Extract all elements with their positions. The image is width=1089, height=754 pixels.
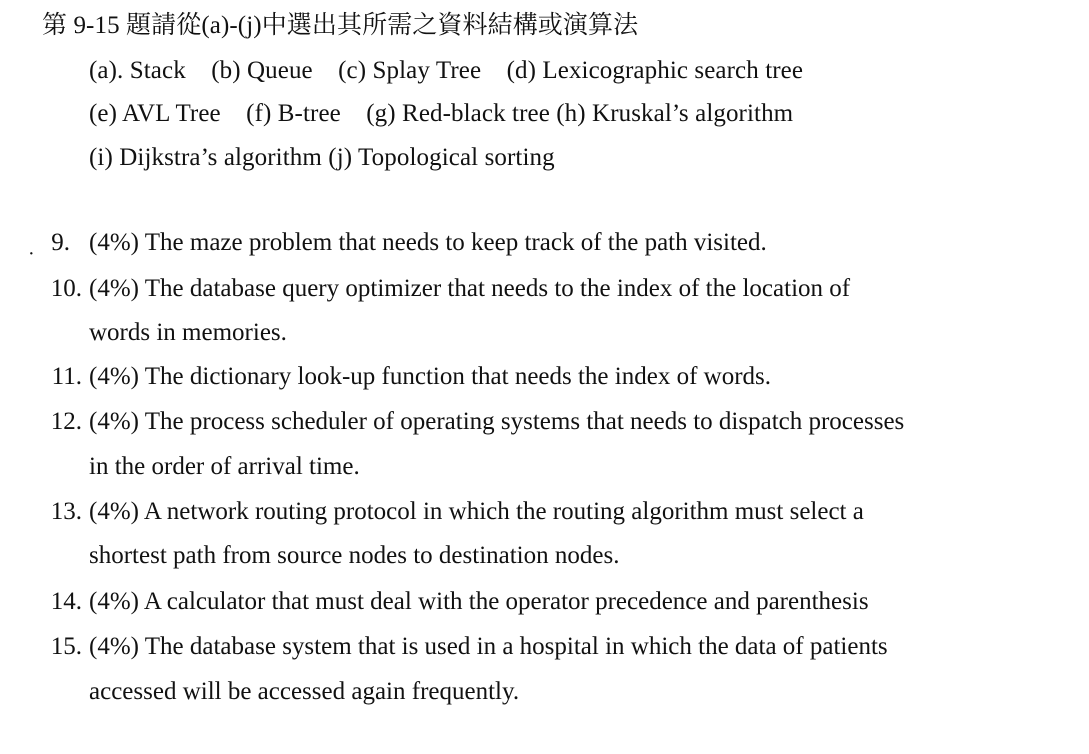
- question-number-15: 15.: [50, 633, 82, 660]
- question-13-text-line-2: shortest path from source nodes to destination nodes.: [89, 542, 620, 569]
- question-number-10: 10.: [50, 275, 82, 302]
- options-line-2: (e) AVL Tree (f) B-tree (g) Red-black tree (h) Kruskal’s algorithm: [89, 100, 794, 127]
- question-14-text: (4%) A calculator that must deal with the operator precedence and parenthesis: [89, 588, 869, 615]
- question-10-text-line-1: (4%) The database query optimizer that needs to the index of the location of: [89, 275, 851, 302]
- question-12-text-line-2: in the order of arrival time.: [89, 453, 360, 480]
- question-13-text-line-1: (4%) A network routing protocol in which the routing algorithm must select a: [89, 498, 864, 525]
- question-number-13: 13.: [50, 498, 82, 525]
- question-number-9: 9.: [51, 229, 70, 256]
- question-15-text-line-2: accessed will be accessed again frequently.: [89, 678, 520, 705]
- question-10-text-line-2: words in memories.: [89, 319, 287, 346]
- question-number-14: 14.: [50, 588, 82, 615]
- options-line-1: (a). Stack (b) Queue (c) Splay Tree (d) Lexicographic search tree: [89, 57, 804, 84]
- question-9-text: (4%) The maze problem that needs to keep track of the path visited.: [89, 229, 767, 256]
- question-number-11: 11.: [51, 363, 82, 390]
- question-11-text: (4%) The dictionary look-up function that needs the index of words.: [89, 363, 772, 390]
- question-number-12: 12.: [50, 408, 82, 435]
- question-12-text-line-1: (4%) The process scheduler of operating systems that needs to dispatch processes: [89, 408, 905, 435]
- options-line-3: (i) Dijkstra’s algorithm (j) Topological sorting: [89, 144, 555, 171]
- question-15-text-line-1: (4%) The database system that is used in a hospital in which the data of patients: [89, 633, 888, 660]
- margin-mark: ·: [28, 243, 35, 265]
- section-heading: 第 9-15 題請從(a)-(j)中選出其所需之資料結構或演算法: [42, 12, 639, 39]
